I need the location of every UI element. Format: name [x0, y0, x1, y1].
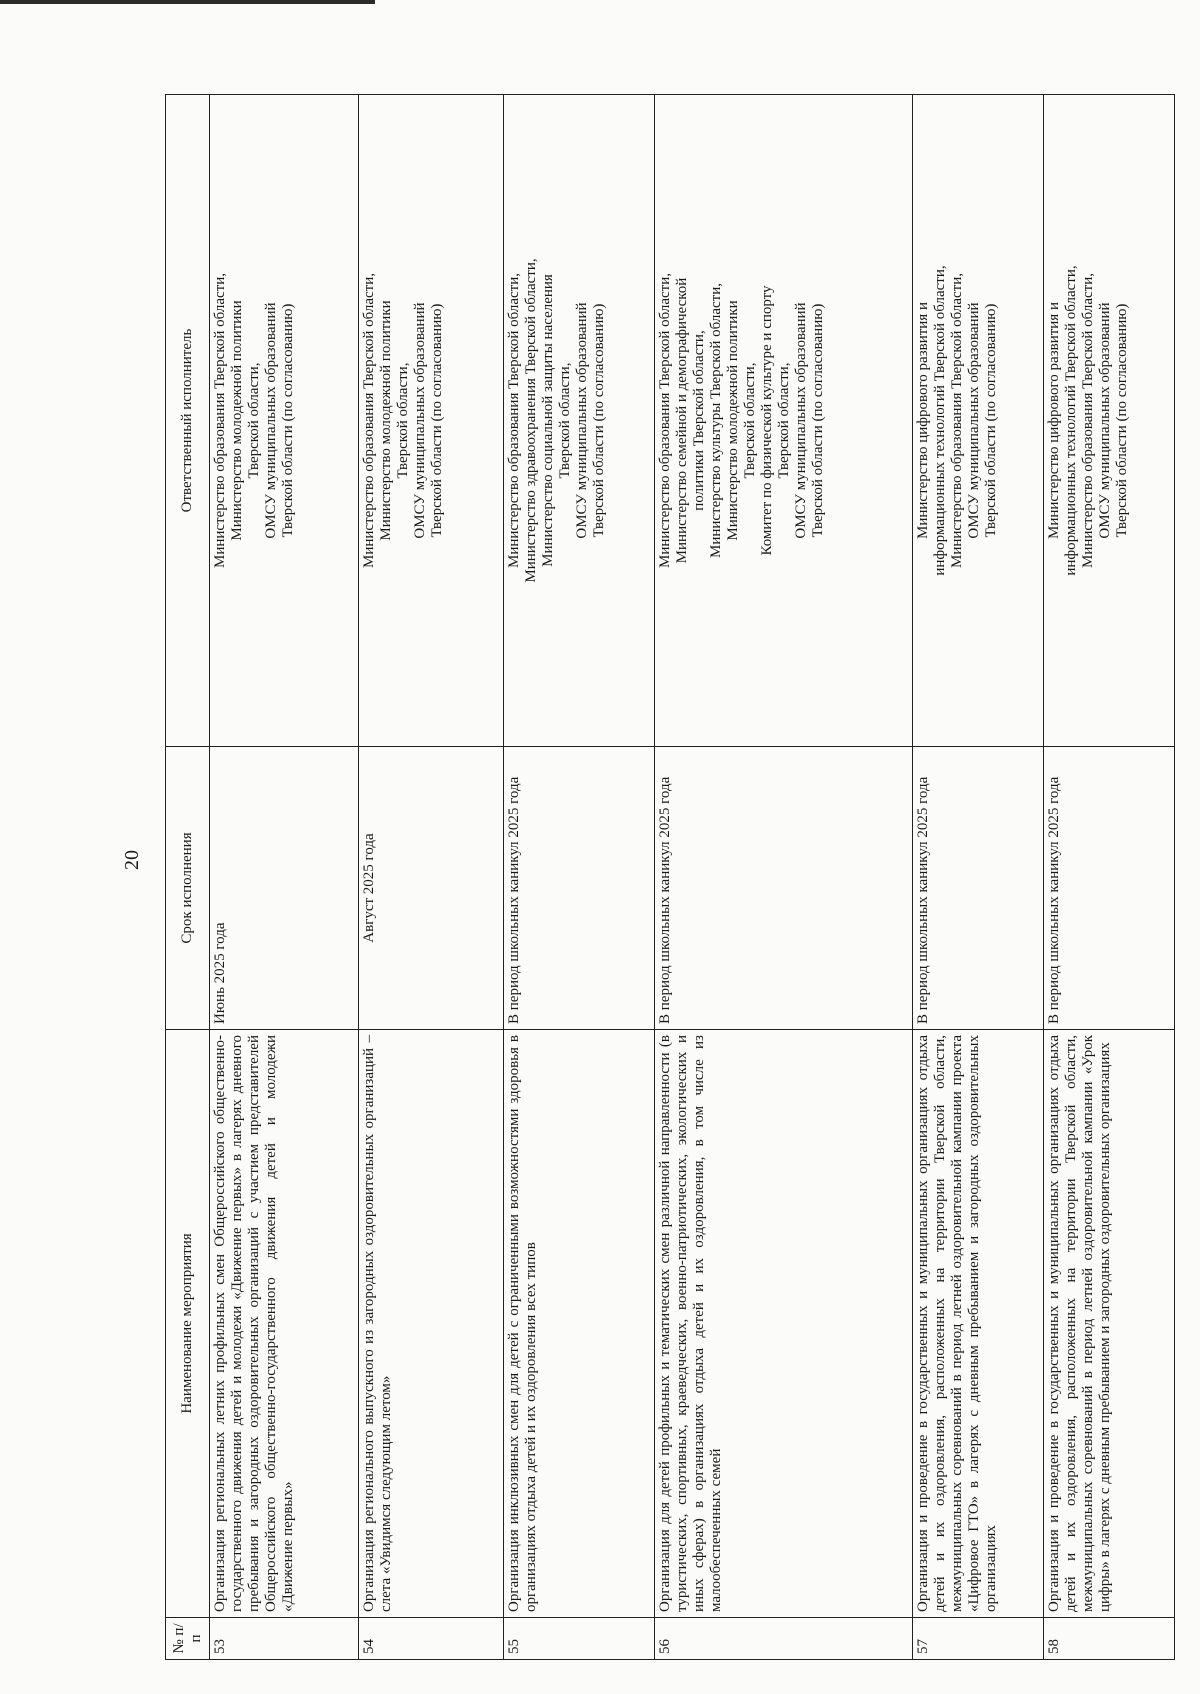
table-row [359, 95, 504, 1660]
header-name: Наименование мероприятия [166, 1030, 210, 1618]
row-num: 57 [912, 1618, 1043, 1660]
row-name: Организация и проведение в государственных и муниципальных организациях отдыха детей и их оздоровления, расположенных на территории Тверской области, межмуниципальных соревнований в период летней оздоровительной кампании «Урок цифры» в лагерях с дневным пребыванием и загородных оздоровительных организациях [1043, 1030, 1174, 1618]
row-num: 56 [655, 1618, 913, 1660]
row-num: 53 [210, 1618, 359, 1660]
header-responsible: Ответственный исполнитель [166, 95, 210, 747]
table-row [503, 95, 654, 1660]
row-deadline: В период школьных каникул 2025 года [912, 747, 1043, 1030]
table-header-row [166, 95, 210, 1660]
row-responsible: Министерство образования Тверской области, Министерство молодежной политики Тверской области, ОМСУ муниципальных образований Тверской области (по согласованию) [359, 95, 504, 747]
scan-artifact-line [0, 0, 375, 4]
page-number: 20 [121, 850, 143, 870]
row-responsible: Министерство цифрового развития и информационных технологий Тверской области, Министерство образования Тверской области, ОМСУ муниципальных образований Тверской области (по согласованию) [1043, 95, 1174, 747]
row-responsible: Министерство образования Тверской области, Министерство здравоохранения Тверской области, Министерство социальной защиты населения Тверской области, ОМСУ муниципальных образований Тверской области (по согласованию) [503, 95, 654, 747]
table-row [210, 95, 359, 1660]
row-num: 54 [359, 1618, 504, 1660]
row-deadline: Июнь 2025 года [210, 747, 359, 1030]
row-deadline: В период школьных каникул 2025 года [655, 747, 913, 1030]
row-responsible: Министерство образования Тверской области, Министерство молодежной политики Тверской области, ОМСУ муниципальных образований Тверской области (по согласованию) [210, 95, 359, 747]
header-deadline: Срок исполнения [166, 747, 210, 1030]
row-deadline: В период школьных каникул 2025 года [503, 747, 654, 1030]
table-row [1043, 95, 1174, 1660]
row-num: 55 [503, 1618, 654, 1660]
row-name: Организация регионального выпускного из загородных оздоровительных организаций – слета «Увидимся следующим летом» [359, 1030, 504, 1618]
row-deadline: Август 2025 года [359, 747, 504, 1030]
header-num: № п/п [166, 1618, 210, 1660]
table-row [912, 95, 1043, 1660]
row-deadline: В период школьных каникул 2025 года [1043, 747, 1174, 1030]
row-name: Организация для детей профильных и тематических смен различной направленности (в туристических, спортивных, краеведческих, военно-патриотических, экологических и иных сферах) в организациях отдыха детей и их оздоровления, в том числе из малообеспеченных семей [655, 1030, 913, 1618]
row-responsible: Министерство образования Тверской области, Министерство семейной и демографической политики Тверской области, Министерство культуры Тверской области, Министерство молодежной политики Тверской области, Комитет по физической культуре и спорту Тверской области, ОМСУ муниципальных образований Тверской области (по согласованию) [655, 95, 913, 747]
row-responsible: Министерство цифрового развития и информационных технологий Тверской области, Министерство образования Тверской области, ОМСУ муниципальных образований Тверской области (по согласованию) [912, 95, 1043, 747]
row-name: Организация и проведение в государственных и муниципальных организациях отдыха детей и их оздоровления, расположенных на территории Тверской области, межмуниципальных соревнований в период летней оздоровительной кампании проекта «Цифровое ГТО» в лагерях с дневным пребыванием и загородных оздоровительных организациях [912, 1030, 1043, 1618]
row-name: Организация региональных летних профильных смен Общероссийского общественно-государственного движения детей и молодежи «Движение первых» в лагерях дневного пребывания и загородных оздоровительных организаций с участием представителей Общероссийского общественно-государственного движения детей и молодежи «Движение первых» [210, 1030, 359, 1618]
row-name: Организация инклюзивных смен для детей с ограниченными возможностями здоровья в организациях отдыха детей и их оздоровления всех типов [503, 1030, 654, 1618]
rotated-table-wrapper [165, 95, 1175, 1660]
row-num: 58 [1043, 1618, 1174, 1660]
table-row [655, 95, 913, 1660]
events-table [165, 94, 1175, 1660]
